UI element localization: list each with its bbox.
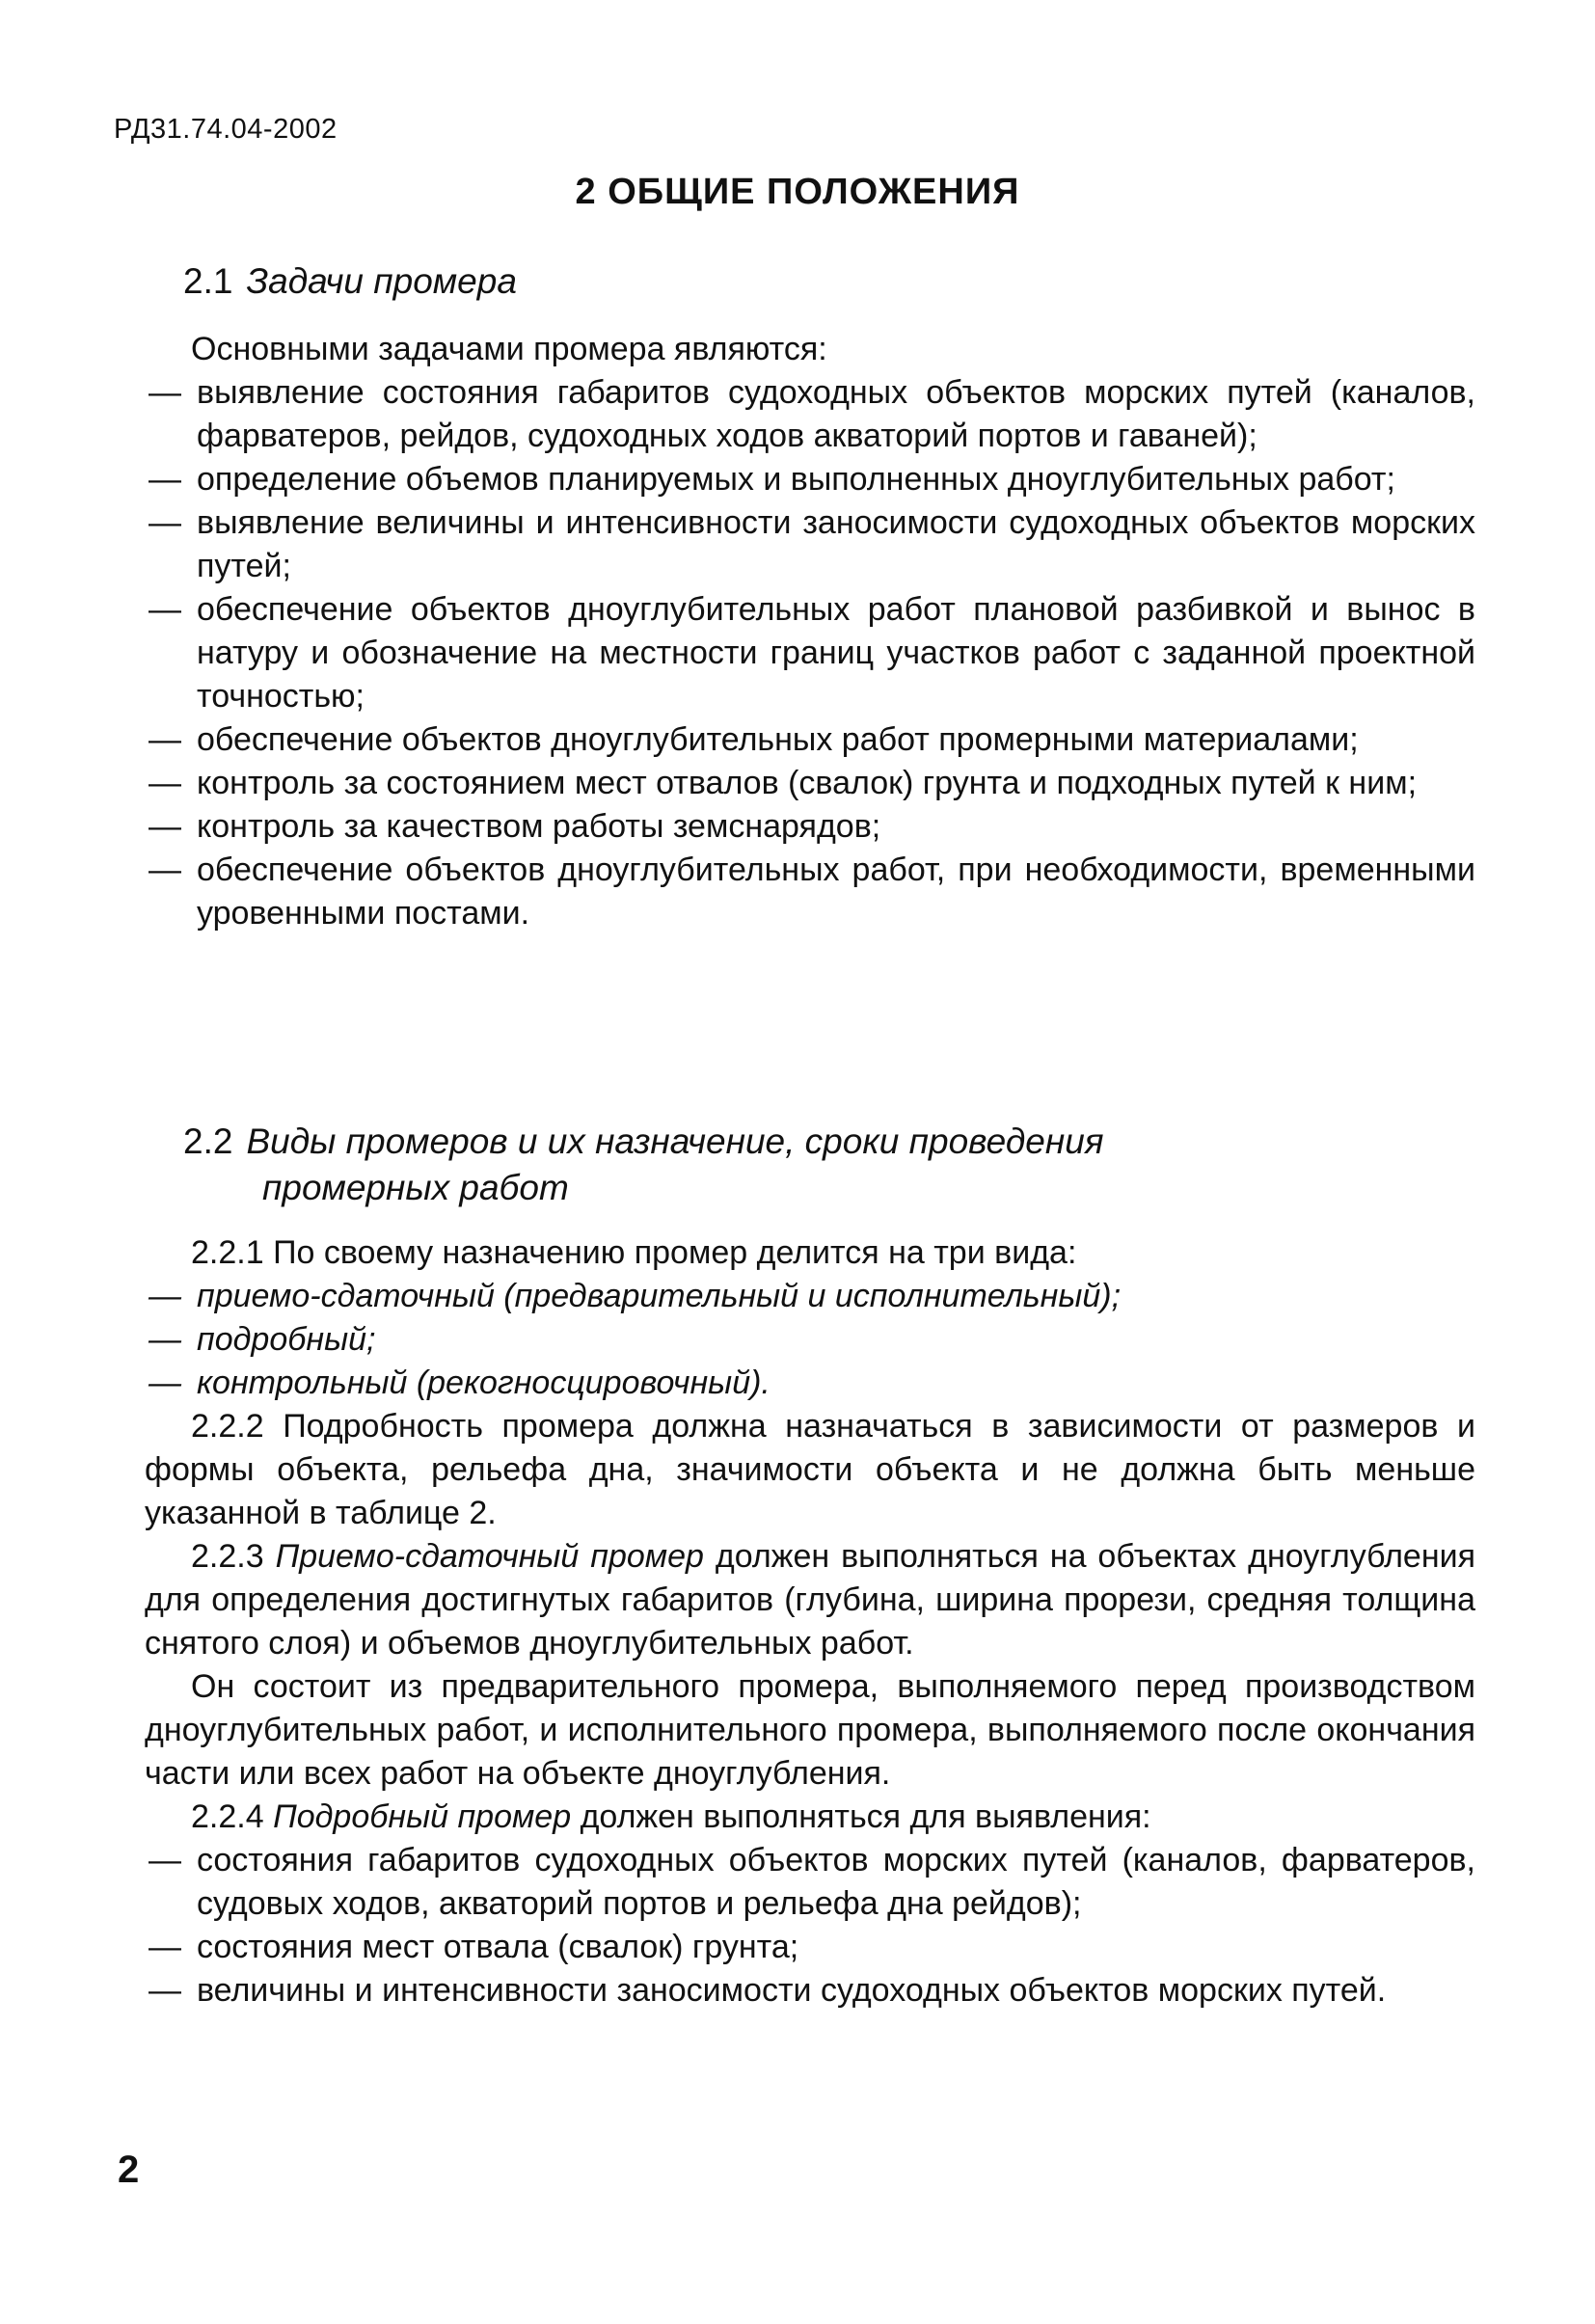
paragraph-2-2-3-term: Приемо-сдаточный промер: [275, 1538, 704, 1575]
detailed-survey-item: — величины и интенсивности заносимости судоходных объектов морских путей.: [145, 1969, 1475, 2013]
subsection-2-2-number: 2.2: [183, 1121, 233, 1161]
page-number: 2: [118, 2148, 140, 2191]
paragraph-2-2-4-number: 2.2.4: [191, 1798, 264, 1835]
task-item: — определение объемов планируемых и выполненных дноуглубительных работ;: [145, 458, 1475, 501]
task-item: — контроль за качеством работы земснарядов;: [145, 805, 1475, 849]
paragraph-2-2-3-continued: Он состоит из предварительного промера, выполняемого перед производством дноуглубительных работ, и исполнительного промера, выполняемого после окончания части или всех работ на объекте дноуглубления.: [145, 1668, 1475, 1792]
survey-type-item: — контрольный (рекогносцировочный).: [145, 1362, 1475, 1405]
subsection-2-1-title: Задачи промера: [246, 261, 517, 301]
task-item: — обеспечение объектов дноуглубительных работ промерными материалами;: [145, 718, 1475, 762]
paragraph-2-2-3-number: 2.2.3: [191, 1538, 264, 1575]
subsection-2-1-number: 2.1: [183, 261, 233, 301]
subsection-2-2-body: [145, 1231, 1475, 2013]
paragraph-2-2-4-term: Подробный промер: [273, 1798, 572, 1835]
paragraph-2-2-2: 2.2.2 Подробность промера должна назначаться в зависимости от размеров и формы объекта, рельефа дна, значимости объекта и не должна быть меньше указанной в таблице 2.: [145, 1408, 1475, 1531]
paragraph-2-2-3: [145, 1535, 1475, 1665]
paragraph-2-2-3-text: должен выполняться на объектах дноуглубления для определения достигнутых габаритов (глубина, ширина прорези, средняя толщина снятого слоя) и объемов дноуглубительных работ.: [145, 1538, 1476, 1662]
subsection-2-2-title-line2: промерных работ: [262, 1168, 569, 1207]
paragraph-2-2-4-text: должен выполняться для выявления:: [580, 1798, 1151, 1835]
subsection-2-2-title-line1: Виды промеров и их назначение, сроки проведения: [246, 1121, 1104, 1161]
task-item: — обеспечение объектов дноуглубительных работ плановой разбивкой и вынос в натуру и обозначение на местности границ участков работ с заданной проектной точностью;: [145, 588, 1475, 718]
survey-type-item: — подробный;: [145, 1318, 1475, 1362]
section-title: 2 ОБЩИЕ ПОЛОЖЕНИЯ: [575, 172, 1020, 212]
document-code: РД31.74.04-2002: [114, 114, 338, 145]
task-item: — обеспечение объектов дноуглубительных работ, при необходимости, временными уровенными постами.: [145, 849, 1475, 935]
paragraph-2-2-1: 2.2.1 По своему назначению промер делится на три вида:: [191, 1234, 1077, 1271]
tasks-intro: Основными задачами промера являются:: [191, 331, 827, 367]
survey-type-item: — приемо-сдаточный (предварительный и исполнительный);: [145, 1275, 1475, 1318]
paragraph-2-2-4: [145, 1796, 1475, 1839]
task-item: — контроль за состоянием мест отвалов (свалок) грунта и подходных путей к ним;: [145, 762, 1475, 805]
subsection-2-2-heading: [183, 1119, 1104, 1211]
subsection-2-1-heading: [183, 258, 517, 305]
detailed-survey-item: — состояния мест отвала (свалок) грунта;: [145, 1926, 1475, 1969]
task-item: — выявление величины и интенсивности заносимости судоходных объектов морских путей;: [145, 501, 1475, 588]
task-item: — выявление состояния габаритов судоходных объектов морских путей (каналов, фарватеров, рейдов, судоходных ходов акваторий портов и гаваней);: [145, 371, 1475, 458]
subsection-2-1-body: [145, 328, 1475, 935]
detailed-survey-item: — состояния габаритов судоходных объектов морских путей (каналов, фарватеров, судовых ходов, акваторий портов и рельефа дна рейдов);: [145, 1839, 1475, 1926]
